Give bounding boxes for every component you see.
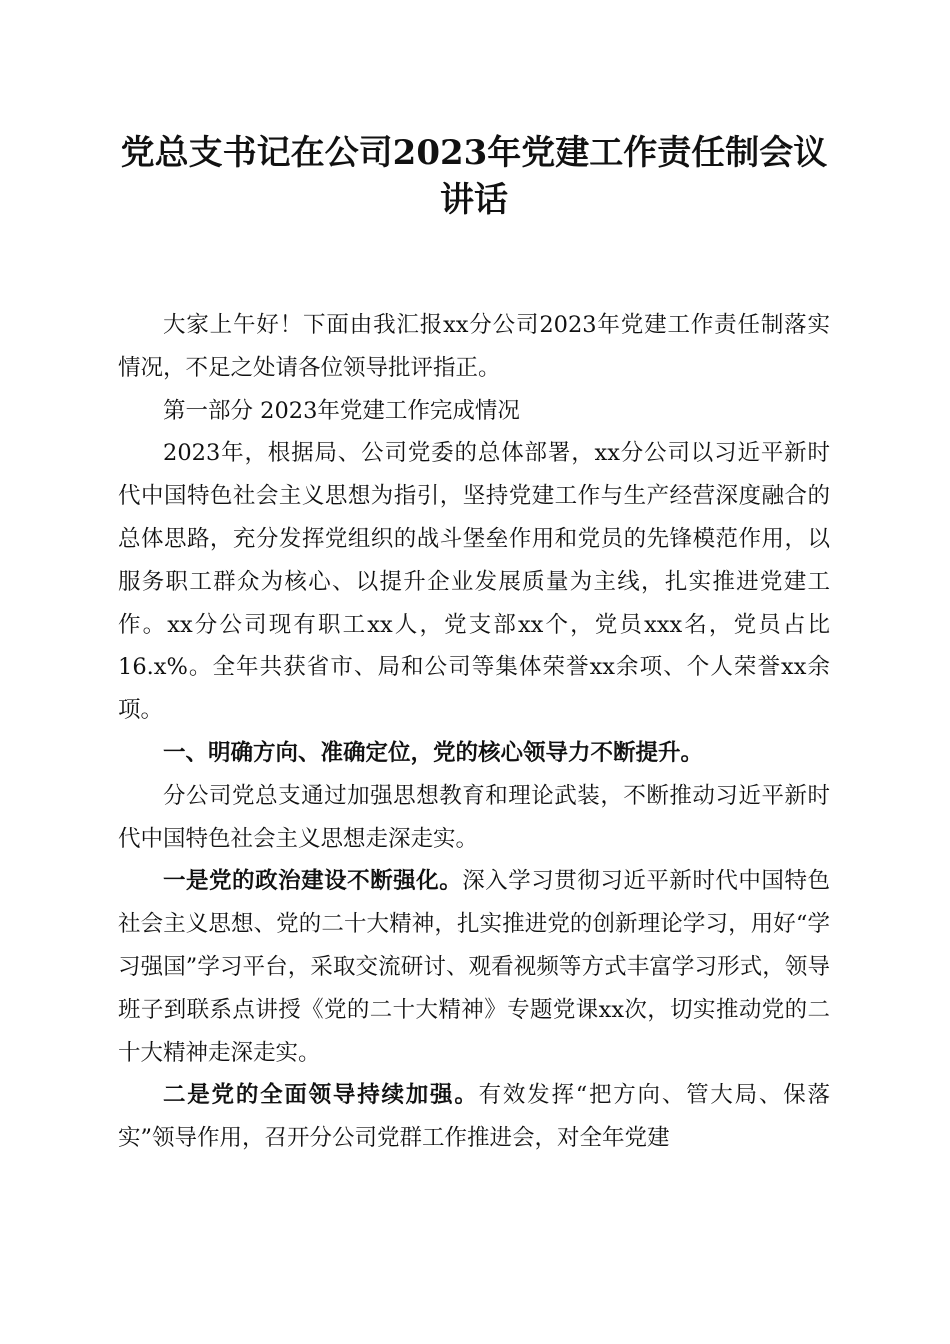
document-page xyxy=(118,130,830,1160)
point-two-text: 有效发挥“把方向、管大局、保落实”领导作用，召开分公司党群工作推进会，对全年党建 xyxy=(118,1082,830,1152)
section-one-heading: 一、明确方向、准确定位，党的核心领导力不断提升。 xyxy=(163,739,704,766)
point-one-paragraph xyxy=(118,860,830,1074)
part-one-heading: 第一部分 2023年党建工作完成情况 xyxy=(163,397,520,424)
point-one-text: 深入学习贯彻习近平新时代中国特色社会主义思想、党的二十大精神，扎实推进党的创新理论学习，用好“学习强国”学习平台，采取交流研讨、观看视频等方式丰富学习形式，领导班子到联系点讲授《党的二十大精神》专题党课xx次，切实推动党的二十大精神走深走实。 xyxy=(118,868,830,1066)
point-two-lead: 二是党的全面领导持续加强。 xyxy=(163,1082,479,1109)
document-body xyxy=(118,304,830,1160)
point-two-paragraph xyxy=(118,1074,830,1160)
section-one-intro-paragraph: 分公司党总支通过加强思想教育和理论武装，不断推动习近平新时代中国特色社会主义思想走深走实。 xyxy=(118,782,830,852)
greeting-paragraph: 大家上午好！下面由我汇报xx分公司2023年党建工作责任制落实情况，不足之处请各位领导批评指正。 xyxy=(118,312,830,381)
point-one-lead: 一是党的政治建设不断强化。 xyxy=(163,868,463,895)
overview-paragraph: 2023年，根据局、公司党委的总体部署，xx分公司以习近平新时代中国特色社会主义思想为指引，坚持党建工作与生产经营深度融合的总体思路，充分发挥党组织的战斗堡垒作用和党员的先锋模范作用，以服务职工群众为核心、以提升企业发展质量为主线，扎实推进党建工作。xx分公司现有职工xx人，党支部xx个，党员xxx名，党员占比16.x%。全年共获省市、局和公司等集体荣誉xx余项、个人荣誉xx余项。 xyxy=(118,440,830,724)
document-title: 党总支书记在公司2023年党建工作责任制会议讲话 xyxy=(120,133,828,220)
